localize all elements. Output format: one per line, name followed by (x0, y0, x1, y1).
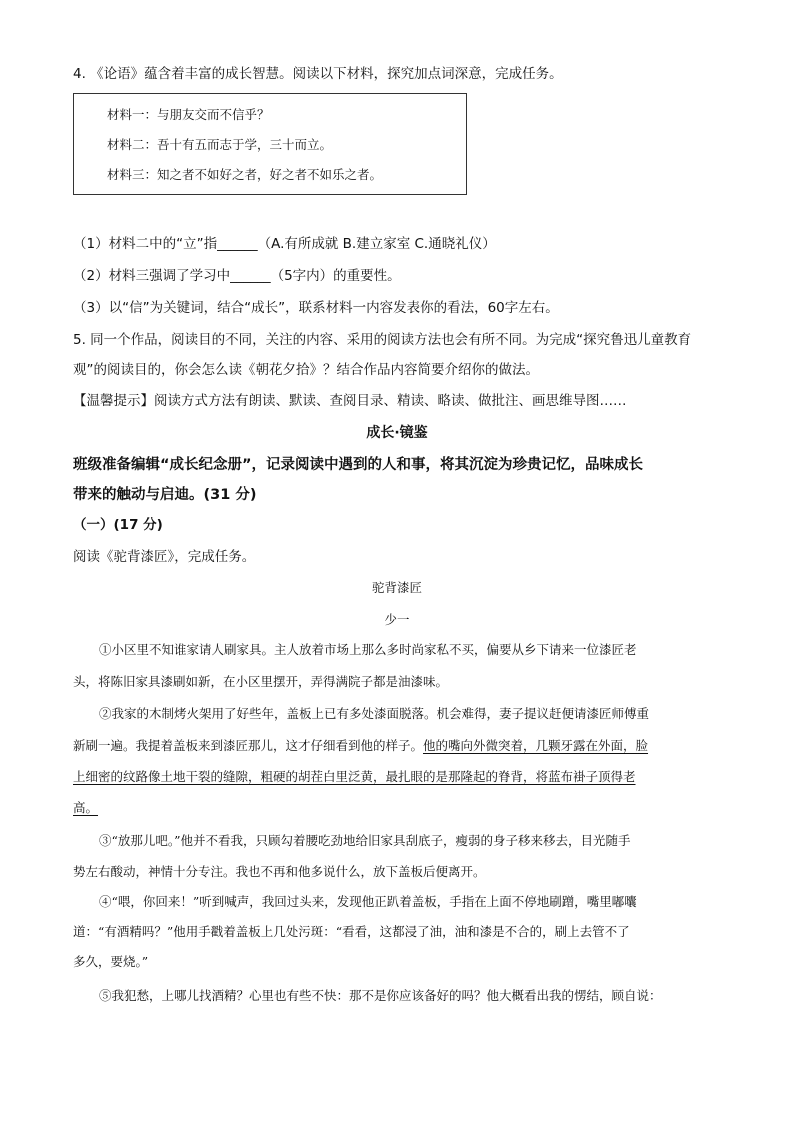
paragraph-1-line-1: ①小区里不知谁家请人刷家具。主人放着市场上那么多时尚家私不买，偏要从乡下请来一位漆匠老 (99, 642, 637, 657)
paragraph-3-line-1: ③“放那儿吧。”他并不看我，只顾勾着腰吃劲地给旧家具刮底子，瘦弱的身子移来移去，目光随手 (99, 833, 631, 848)
question-5-line-2: 观”的阅读目的，你会怎么读《朝花夕拾》？结合作品内容简要介绍你的做法。 (73, 362, 539, 378)
reading-tip: 【温馨提示】阅读方式方法有朗读、默读、查阅目录、精读、略读、做批注、画思维导图…… (73, 393, 627, 409)
paragraph-4-line-1: ④“喂，你回来！”听到喊声，我回过头来，发现他正趴着盖板，手指在上面不停地刷蹭，嘴里嘟囔 (99, 894, 637, 909)
material-2: 材料二：吾十有五而志于学，三十而立。 (107, 137, 333, 152)
paragraph-1-line-2: 头，将陈旧家具漆刷如新，在小区里摆开，弄得满院子都是油漆味。 (73, 674, 449, 689)
paragraph-2-line-3: 上细密的纹路像土地干裂的缝隙，粗硬的胡茬白里泛黄，最扎眼的是那隆起的脊背，将蓝布褂子顶得老 (73, 769, 636, 784)
material-1: 材料一：与朋友交而不信乎？ (107, 107, 270, 122)
section-intro-line-1: 班级准备编辑“成长纪念册”，记录阅读中遇到的人和事，将其沉淀为珍贵记忆，品味成长 (73, 457, 644, 473)
paragraph-5-line-1: ⑤我犯愁，上哪儿找酒精？心里也有些不快：那不是你应该备好的吗？他大概看出我的愣结，顾自说： (99, 988, 662, 1003)
paragraph-2-plain-text: 新刷一遍。我提着盖板来到漆匠那儿，这才仔细看到他的样子。 (73, 738, 424, 753)
paragraph-2-line-4: 高。 (73, 800, 99, 815)
section-title: 成长·镜鉴 (366, 425, 428, 441)
article-title: 驼背漆匠 (371, 580, 422, 595)
article-author: 少一 (384, 612, 410, 627)
material-3: 材料三：知之者不如好之者，好之者不如乐之者。 (107, 167, 383, 182)
paragraph-2-line-2 (73, 737, 648, 755)
part-heading: （一）(17 分) (73, 517, 163, 533)
paragraph-4-line-3: 多久，要烧。” (73, 954, 149, 969)
paragraph-2-line-1: ②我家的木制烤火架用了好些年，盖板上已有多处漆面脱落。机会难得，妻子提议赶便请漆匠师傅重 (99, 706, 650, 721)
paragraph-4-line-2: 道：“有酒精吗？”他用手戳着盖板上几处污斑：“看看，这都浸了油，油和漆是不合的，刷上去管不了 (73, 924, 630, 939)
paragraph-3-line-2: 势左右酸动，神情十分专注。我也不再和他多说什么，放下盖板后便离开。 (73, 864, 486, 879)
reading-instruction: 阅读《驼背漆匠》，完成任务。 (73, 549, 256, 565)
question-5-line-1: 5. 同一个作品，阅读目的不同，关注的内容、采用的阅读方法也会有所不同。为完成“探究鲁迅儿童教育 (73, 332, 692, 348)
question-4-sub-1: （1）材料二中的“立”指______（A.有所成就 B.建立家室 C.通晓礼仪） (73, 236, 496, 252)
underlined-description: 他的嘴向外微突着，几颗牙露在外面，脸 (423, 738, 649, 753)
question-4-prompt: 4. 《论语》蕴含着丰富的成长智慧。阅读以下材料，探究加点词深意，完成任务。 (73, 66, 563, 82)
section-intro-line-2: 带来的触动与启迪。(31 分) (73, 487, 257, 503)
question-4-sub-3: （3）以“信”为关键词，结合“成长”，联系材料一内容发表你的看法，60字左右。 (73, 300, 559, 316)
question-4-sub-2: （2）材料三强调了学习中______（5字内）的重要性。 (73, 268, 401, 284)
materials-box (73, 93, 467, 195)
